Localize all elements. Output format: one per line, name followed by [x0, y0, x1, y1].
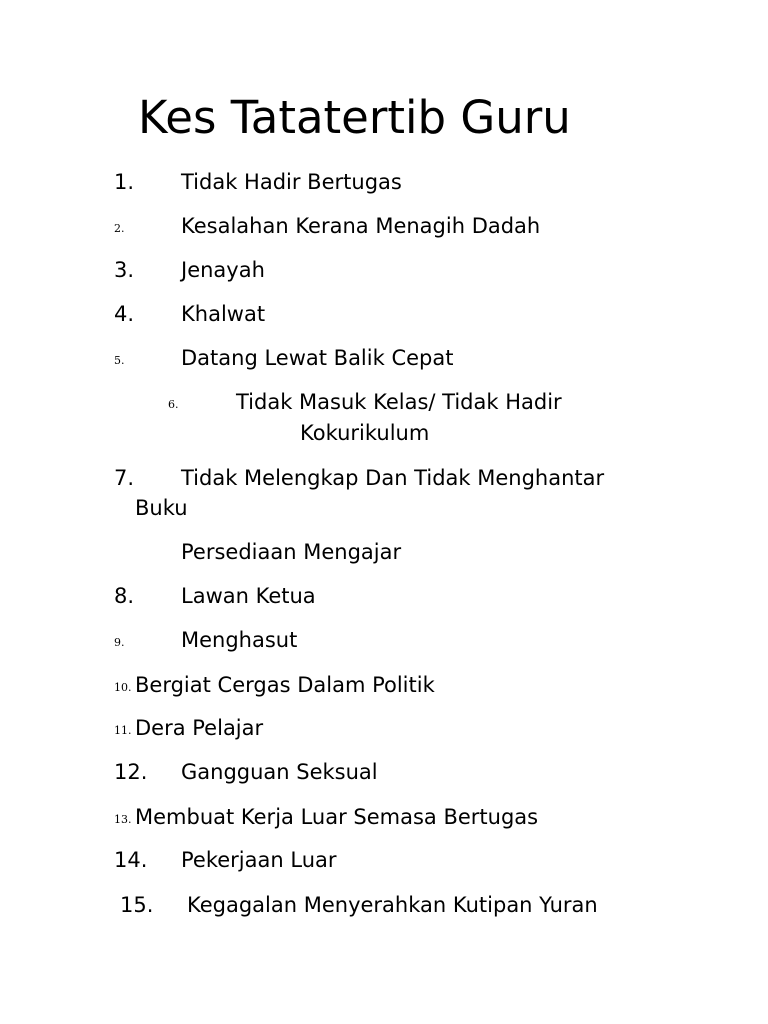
item-5-text: Datang Lewat Balik Cepat [181, 346, 454, 370]
item-6-text-continued: Kokurikulum [300, 421, 430, 445]
item-3-number: 3. [114, 258, 135, 282]
item-2-text: Kesalahan Kerana Menagih Dadah [181, 214, 541, 238]
item-14-text: Pekerjaan Luar [181, 848, 337, 872]
item-6-number: 6. [168, 398, 179, 411]
item-6-text: Tidak Masuk Kelas/ Tidak Hadir [236, 390, 562, 414]
item-12-number: 12. [114, 760, 148, 784]
item-7-number: 7. [114, 466, 135, 490]
item-1-number: 1. [114, 170, 135, 194]
item-15-text: Kegagalan Menyerahkan Kutipan Yuran [187, 893, 598, 917]
item-10-number: 10. [114, 681, 132, 694]
item-7-text-continued-2: Persediaan Mengajar [181, 540, 402, 564]
item-15-number: 15. [120, 893, 154, 917]
item-12-text: Gangguan Seksual [181, 760, 378, 784]
item-3-text: Jenayah [181, 258, 265, 282]
item-13-number: 13. [114, 813, 132, 826]
item-9-number: 9. [114, 636, 125, 649]
item-4-text: Khalwat [181, 302, 266, 326]
item-13-text: Membuat Kerja Luar Semasa Bertugas [135, 805, 539, 829]
page-title: Kes Tatatertib Guru [138, 91, 571, 144]
item-1-text: Tidak Hadir Bertugas [181, 170, 402, 194]
item-10-text: Bergiat Cergas Dalam Politik [135, 673, 435, 697]
item-7-text: Tidak Melengkap Dan Tidak Menghantar [181, 466, 605, 490]
item-4-number: 4. [114, 302, 135, 326]
item-5-number: 5. [114, 354, 125, 367]
item-9-text: Menghasut [181, 628, 298, 652]
item-8-number: 8. [114, 584, 135, 608]
item-7-text-continued: Buku [135, 496, 188, 520]
item-11-text: Dera Pelajar [135, 716, 264, 740]
item-8-text: Lawan Ketua [181, 584, 316, 608]
item-2-number: 2. [114, 222, 125, 235]
item-11-number: 11. [114, 724, 132, 737]
item-14-number: 14. [114, 848, 148, 872]
